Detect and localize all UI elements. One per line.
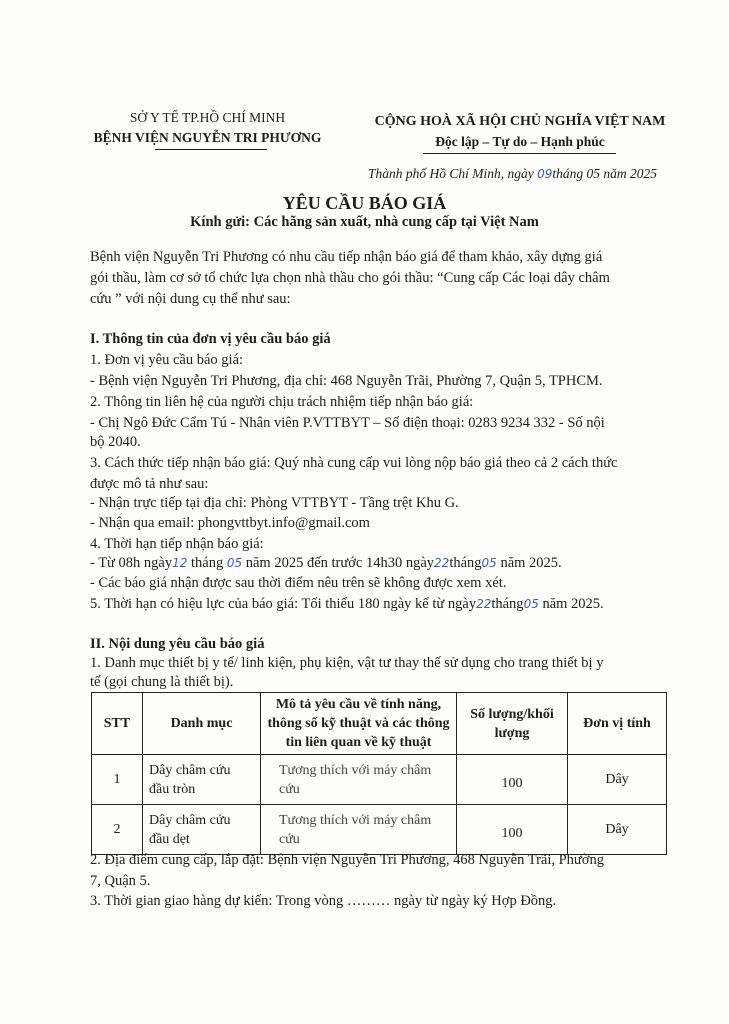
intro-line-3: cứu ” với nội dung cụ thể như sau: — [90, 291, 291, 307]
col-unit: Đơn vị tính — [568, 693, 667, 755]
intro-line-2: gói thầu, làm cơ sở tổ chức lựa chọn nhà thầu cho gói thầu: “Cung cấp Các loại dây châm — [90, 270, 610, 286]
row-stt: 1 — [92, 755, 143, 805]
s1-line: 1. Đơn vị yêu cầu báo giá: — [90, 352, 244, 368]
row-qty: 100 — [457, 755, 568, 805]
table-header-row — [92, 693, 667, 755]
date-prefix: Thành phố Hồ Chí Minh, ngày — [368, 166, 534, 181]
col-category: Danh mục — [143, 693, 261, 755]
handwritten-day-1: 12 — [172, 556, 188, 570]
s1-line: - Chị Ngô Đức Cẩm Tú - Nhân viên P.VTTBYT – Số điện thoại: 0283 9234 332 - Số nội — [90, 415, 605, 431]
hospital-name: BỆNH VIỆN NGUYỄN TRI PHƯƠNG — [93, 130, 322, 145]
s1-text: tháng — [491, 596, 524, 612]
date-suffix: tháng 05 năm 2025 — [552, 166, 658, 181]
s1-text: năm 2025. — [496, 555, 562, 571]
s1-text: năm 2025 đến trước 14h30 ngày — [242, 555, 435, 571]
s2-line: 1. Danh mục thiết bị y tế/ linh kiện, phụ kiện, vật tư thay thế sử dụng cho trang thiết bị y — [90, 655, 604, 671]
equipment-table — [91, 692, 667, 855]
s1-text: - Từ 08h ngày — [90, 555, 173, 571]
table-row — [92, 805, 667, 855]
s1-line: - Nhận trực tiếp tại địa chỉ: Phòng VTTBYT - Tầng trệt Khu G. — [90, 495, 459, 511]
motto-underline — [423, 153, 616, 154]
col-stt: STT — [92, 693, 143, 755]
row-name: Dây châm cứu đầu dẹt — [143, 805, 261, 855]
country-name: CỘNG HOÀ XÃ HỘI CHỦ NGHĨA VIỆT NAM — [374, 114, 666, 129]
motto: Độc lập – Tự do – Hạnh phúc — [435, 134, 605, 149]
date-day-handwritten: 09 — [537, 167, 553, 181]
s1-text: năm 2025. — [538, 596, 604, 612]
handwritten-day-2: 22 — [434, 556, 450, 570]
s2-line: 3. Thời gian giao hàng dự kiến: Trong vòng ……… ngày từ ngày ký Hợp Đồng. — [90, 893, 557, 909]
s1-line: - Bệnh viện Nguyễn Tri Phương, địa chỉ: 468 Nguyễn Trãi, Phường 7, Quận 5, TPHCM. — [90, 373, 603, 389]
s1-line: 3. Cách thức tiếp nhận báo giá: Quý nhà cung cấp vui lòng nộp báo giá theo cả 2 cách thức — [90, 455, 618, 471]
handwritten-month-1: 05 — [226, 556, 243, 570]
handwritten-month-3: 05 — [523, 597, 539, 611]
s1-deadline-line — [90, 555, 562, 572]
s2-line: 7, Quận 5. — [90, 873, 151, 889]
row-stt: 2 — [92, 805, 143, 855]
s1-line: 2. Thông tin liên hệ của người chịu trách nhiệm tiếp nhận báo giá: — [90, 394, 474, 410]
section2-heading: II. Nội dung yêu cầu báo giá — [90, 636, 265, 652]
s1-line: bộ 2040. — [90, 434, 141, 450]
row-name: Dây châm cứu đầu tròn — [143, 755, 261, 805]
date-line — [368, 166, 657, 182]
col-description: Mô tả yêu cầu về tính năng, thông số kỹ thuật và các thông tin liên quan về kỹ thuật — [261, 693, 457, 755]
row-desc: Tương thích với máy châm cứu — [261, 755, 457, 805]
s1-line: 4. Thời hạn tiếp nhận báo giá: — [90, 536, 264, 552]
s1-line: - Nhận qua email: phongvttbyt.info@gmail.com — [90, 515, 370, 531]
handwritten-month-2: 05 — [481, 556, 497, 570]
document-title: YÊU CẦU BÁO GIÁ — [282, 193, 447, 213]
hospital-underline — [155, 149, 267, 150]
row-qty: 100 — [457, 805, 568, 855]
s1-line: được mô tả như sau: — [90, 476, 209, 492]
s2-line: tế (gọi chung là thiết bị). — [90, 674, 234, 690]
row-unit: Dây — [568, 805, 667, 855]
section1-heading: I. Thông tin của đơn vị yêu cầu báo giá — [90, 331, 331, 347]
col-quantity: Số lượng/khối lượng — [457, 693, 568, 755]
s1-text: tháng — [187, 555, 227, 571]
s1-line: - Các báo giá nhận được sau thời điểm nêu trên sẽ không được xem xét. — [90, 575, 507, 591]
s1-text: 5. Thời hạn có hiệu lực của báo giá: Tối thiểu 180 ngày kể từ ngày — [90, 596, 477, 612]
s1-text: tháng — [449, 555, 482, 571]
row-unit: Dây — [568, 755, 667, 805]
ministry-name: SỞ Y TẾ TP.HỒ CHÍ MINH — [129, 110, 286, 125]
document-subtitle: Kính gửi: Các hãng sản xuất, nhà cung cấp tại Việt Nam — [190, 214, 539, 230]
table-row — [92, 755, 667, 805]
s1-validity-line — [90, 596, 604, 613]
intro-line-1: Bệnh viện Nguyễn Tri Phương có nhu cầu tiếp nhận báo giá để tham khảo, xây dựng giá — [90, 249, 603, 265]
row-desc: Tương thích với máy châm cứu — [261, 805, 457, 855]
handwritten-day-3: 22 — [476, 597, 492, 611]
s2-line: 2. Địa điểm cung cấp, lắp đặt: Bệnh viện Nguyễn Tri Phương, 468 Nguyễn Trãi, Phường — [90, 852, 604, 868]
